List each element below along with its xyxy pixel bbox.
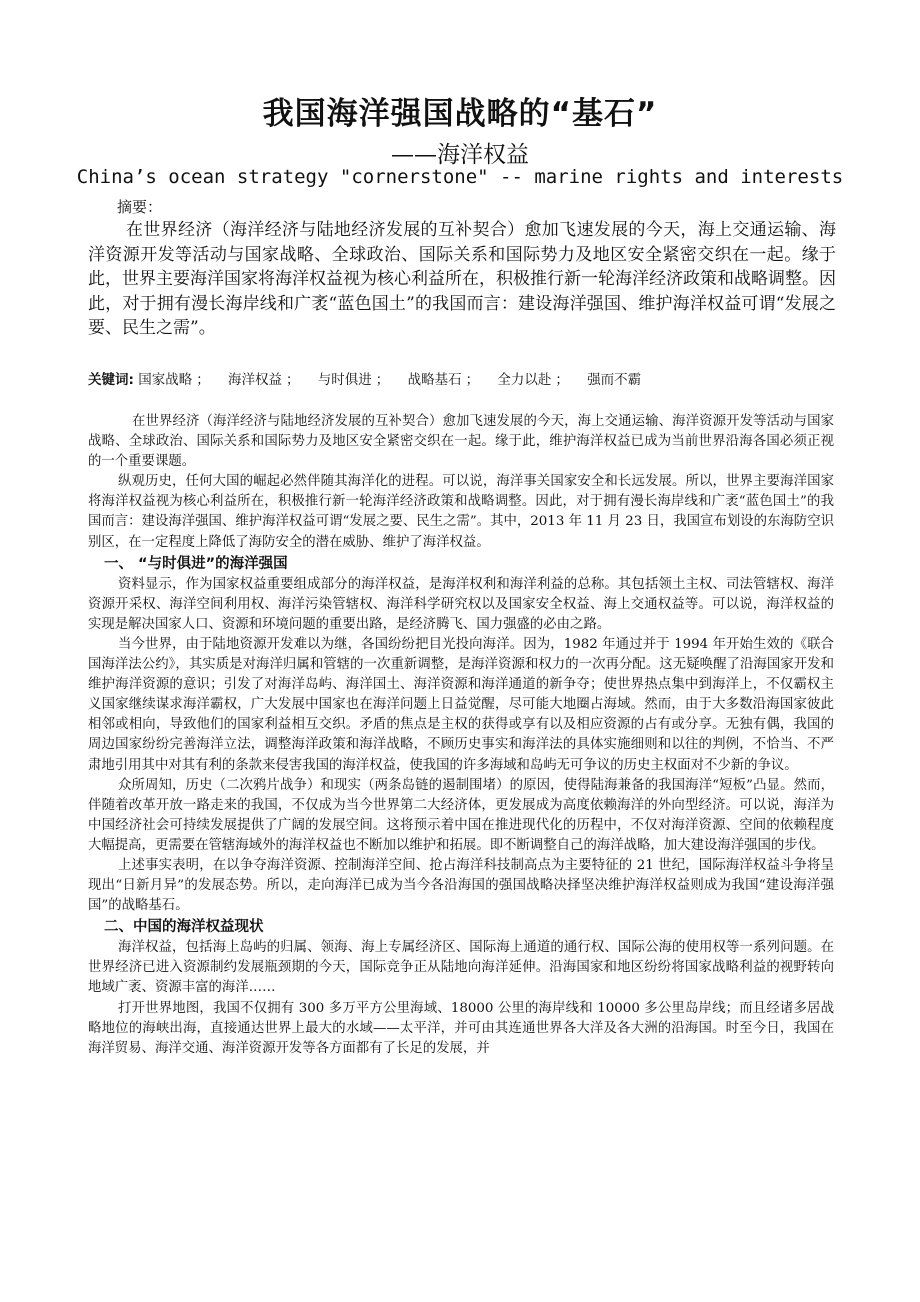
body-paragraph: 上述事实表明，在以争夺海洋资源、控制海洋空间、抢占海洋科技制高点为主要特征的 21 世纪，国际海洋权益斗争将呈现出“日新月异”的发展态势。所以，走向海洋已成为当今各沿海国的强国战略决择坚决维护海洋权益则成为我国“建设海洋强国”的战略基石。 (88, 857, 834, 914)
keywords (88, 368, 848, 388)
abstract-text: 在世界经济（海洋经济与陆地经济发展的互补契合）愈加飞速发展的今天，海上交通运输、海洋资源开发等活动与国家战略、全球政治、国际关系和国际势力及地区安全紧密交织在一起。缘于此，世界主要海洋国家将海洋权益视为核心利益所在，积极推行新一轮海洋经济政策和战略调整。因此，对于拥有漫长海岸线和广袤“蓝色国土”的我国而言：建设海洋强国、维护海洋权益可谓“发展之要、民生之需”。 (88, 220, 836, 338)
abstract (88, 218, 836, 341)
abstract-label: 摘要： (117, 198, 163, 216)
body-paragraph: 在世界经济（海洋经济与陆地经济发展的互补契合）愈加飞速发展的今天，海上交通运输、海洋资源开发等活动与国家战略、全球政治、国际关系和国际势力及地区安全紧密交织在一起。缘于此，维护海洋权益已成为当前世界沿海各国必须正视的一个重要课题。 (88, 414, 834, 470)
keyword: 强而不霸 (587, 372, 642, 388)
document-subtitle: ——海洋权益 (391, 142, 529, 168)
body-paragraph: 纵观历史，任何大国的崛起必然伴随其海洋化的进程。可以说，海洋事关国家安全和长远发展。所以，世界主要海洋国家将海洋权益视为核心利益所在，积极推行新一轮海洋经济政策和战略调整。因此，对于拥有漫长海岸线和广袤“蓝色国土”的我国而言：建设海洋强国、维护海洋权益可谓“发展之要、民生之需”。其中，2013 年 11 月 23 日，我国宣布划设的东海防空识别区，在一定程度上降低了海防安全的潜在威胁、维护了海洋权益。 (88, 474, 834, 550)
keyword: 海洋权益 (228, 372, 282, 388)
keyword-separator: ； (375, 372, 390, 388)
keyword-separator: ； (555, 372, 569, 388)
keyword-separator: ； (465, 372, 480, 388)
section-heading: 二、中国的海洋权益现状 (104, 919, 264, 936)
document-title: 我国海洋强国战略的“基石” (262, 96, 658, 132)
document-body (88, 412, 834, 1059)
keyword: 与时俱进 (317, 372, 372, 388)
keyword: 全力以赴 (497, 372, 552, 388)
body-paragraph: 资料显示，作为国家权益重要组成部分的海洋权益，是海洋权利和海洋利益的总称。其包括领土主权、司法管辖权、海洋资源开采权、海洋空间利用权、海洋污染管辖权、海洋科学研究权以及国家安全权益、海上交通权益等。可以说，海洋权益的实现是解决国家人口、资源和环境问题的重要出路，是经济腾飞、国力强盛的必由之路。 (88, 576, 834, 632)
keywords-label: 关键词: (88, 372, 134, 388)
body-paragraph: 当今世界，由于陆地资源开发难以为继，各国纷纷把目光投向海洋。因为，1982 年通过并于 1994 年开始生效的《联合国海洋法公约》，其实质是对海洋归属和管辖的一次重新调整，是海洋资源和权力的一次再分配。这无疑唤醒了沿海国家开发和维护海洋资源的意识；引发了对海洋岛屿、海洋国土、海洋资源和海洋通道的新争夺；使世界热点集中到海洋上，不仅霸权主义国家继续谋求海洋霸权，广大发展中国家也在海洋问题上日益觉醒，尽可能大地圈占海域。然而，由于大多数沿海国家彼此相邻或相向，导致他们的国家利益相互交织。矛盾的焦点是主权的获得或享有以及相应资源的占有或分享。无独有偶，我国的周边国家纷纷完善海洋立法，调整海洋政策和海洋战略，不顾历史事实和海洋法的具体实施细则和以往的判例，不恰当、不严肃地引用其中对其有利的条款来侵害我国的海洋权益，使我国的许多海域和岛屿无可争议的历史主权面对不少新的争议。 (88, 636, 834, 773)
section-heading: 一、 “与时俱进”的海洋强国 (104, 555, 288, 572)
keyword: 国家战略 (138, 372, 193, 388)
body-paragraph: 打开世界地图，我国不仅拥有 300 多万平方公里海域、18000 公里的海岸线和 10000 多公里岛岸线；而且经诸多居战略地位的海峡出海，直接通达世界上最大的水域——太平洋，并可由其连通世界各大洋及各大洲的沿海国。时至今日，我国在海洋贸易、海洋交通、海洋资源开发等各方面都有了长足的发展，并 (88, 1000, 834, 1056)
keyword-separator: ； (286, 372, 300, 388)
english-title: China’s ocean strategy "cornerstone" -- marine rights and interests (76, 166, 844, 188)
keyword: 战略基石 (407, 372, 462, 388)
body-paragraph: 海洋权益，包括海上岛屿的归属、领海、海上专属经济区、国际海上通道的通行权、国际公海的使用权等一系列问题。在世界经济已进入资源制约发展瓶颈期的今天，国际竞争正从陆地向海洋延伸。沿海国家和地区纷纷将国家战略利益的视野转向地域广袤、资源丰富的海洋…… (88, 940, 834, 996)
body-paragraph: 众所周知，历史（二次鸦片战争）和现实（两条岛链的遏制围堵）的原因，使得陆海兼备的我国海洋“短板”凸显。然而，伴随着改革开放一路走来的我国，不仅成为当今世界第二大经济体，更发展成为高度依赖海洋的外向型经济。可以说，海洋为中国经济社会可持续发展提供了广阔的发展空间。这将预示着中国在推进现代化的历程中，不仅对海洋资源、空间的依赖程度大幅提高，更需要在管辖海域外的海洋权益也不断加以维护和拓展。即不断调整自己的海洋战略，加大建设海洋强国的步伐。 (88, 777, 834, 853)
keyword-separator: ； (196, 372, 210, 388)
